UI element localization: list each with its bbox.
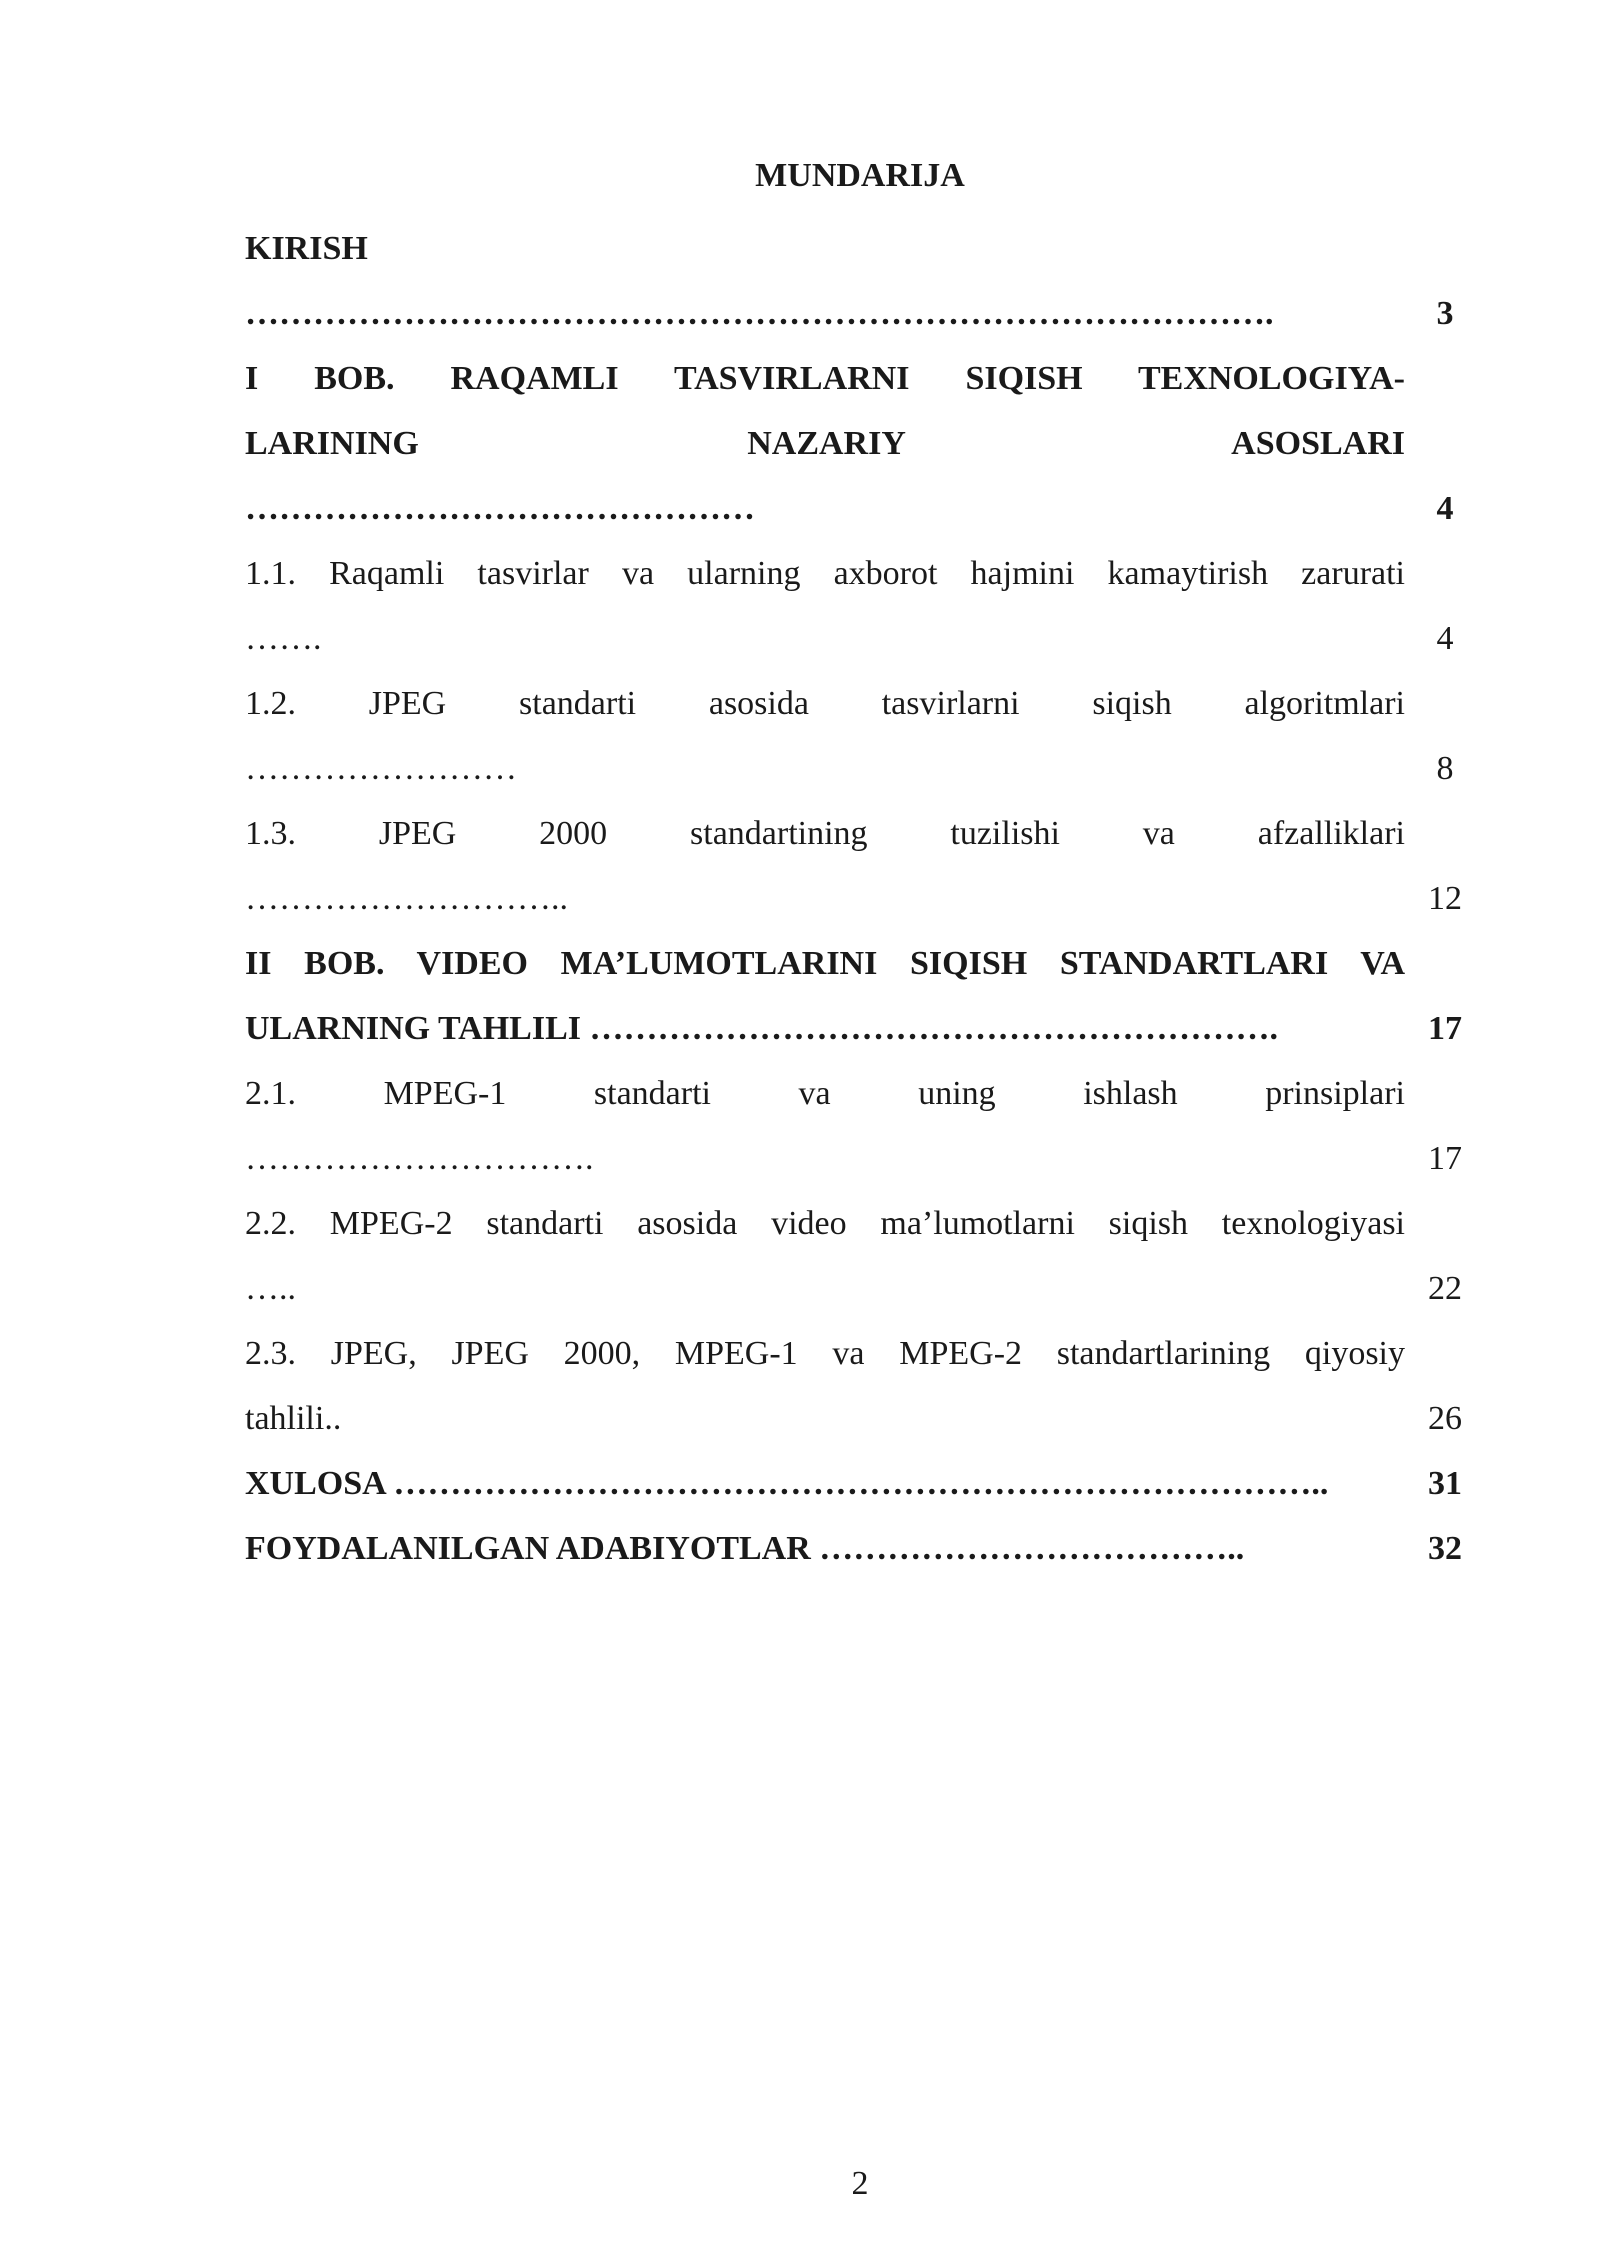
toc-entry-page: 31: [1428, 1465, 1462, 1502]
toc-entry-page: 22: [1428, 1270, 1462, 1307]
toc-entry-page: 12: [1428, 880, 1462, 917]
toc-entry-page: 4: [1436, 620, 1454, 657]
toc-entry-page: 4: [1436, 490, 1454, 527]
toc-entry-page: 32: [1428, 1530, 1462, 1567]
toc-entry-line: 2.3. JPEG, JPEG 2000, MPEG-1 va MPEG-2 standartlarining qiyosiy: [245, 1335, 1405, 1372]
toc-entry-page: 17: [1428, 1010, 1462, 1047]
toc-entry-xulosa[interactable]: [245, 1451, 1485, 1516]
toc-entry-leader: ………………………………………: [245, 490, 755, 527]
toc-entry-text: [245, 1321, 1405, 1451]
toc-entry-page: 8: [1436, 750, 1454, 787]
toc-entry-kirish[interactable]: [245, 216, 1485, 346]
toc-entry-line: XULOSA ………………………………………………………………………..: [245, 1465, 1329, 1502]
toc-entry-line: tahlili..: [245, 1400, 342, 1437]
toc-entry-leader: ……………………: [245, 750, 517, 787]
toc-entry-bibliography[interactable]: [245, 1516, 1485, 1581]
table-of-contents: [245, 216, 1485, 1581]
toc-entry-line: II BOB. VIDEO MA’LUMOTLARINI SIQISH STANDARTLARI VA: [245, 945, 1405, 982]
toc-entry-text: [245, 541, 1405, 671]
toc-entry-text: [245, 801, 1405, 931]
toc-entry-leader: ……………………………………………………………………………….: [245, 295, 1274, 332]
toc-entry-line: 1.3. JPEG 2000 standartining tuzilishi va afzalliklari: [245, 815, 1405, 852]
toc-entry-line: ULARNING TAHLILI …………………………………………………….: [245, 1010, 1278, 1047]
toc-entry-text: [245, 931, 1405, 1061]
toc-entry-text: [245, 1061, 1405, 1191]
toc-entry-line: 1.1. Raqamli tasvirlar va ularning axborot hajmini kamaytirish zarurati: [245, 555, 1405, 592]
toc-entry-2-1[interactable]: [245, 1061, 1485, 1191]
toc-entry-line: 2.1. MPEG-1 standarti va uning ishlash prinsiplari: [245, 1075, 1405, 1112]
toc-entry-chapter-2[interactable]: [245, 931, 1485, 1061]
toc-entry-line: LARINING NAZARIY ASOSLARI: [245, 425, 1405, 462]
toc-entry-chapter-1[interactable]: [245, 346, 1485, 541]
toc-entry-text: [245, 216, 1405, 346]
toc-entry-text: [245, 1516, 1405, 1581]
page-title: MUNDARIJA: [755, 157, 965, 194]
toc-entry-leader: ………………………….: [245, 1140, 594, 1177]
toc-entry-line: 1.2. JPEG standarti asosida tasvirlarni siqish algoritmlari: [245, 685, 1405, 722]
toc-entry-leader: …….: [245, 620, 322, 657]
toc-entry-leader: ………………………..: [245, 880, 568, 917]
toc-entry-leader: …..: [245, 1270, 296, 1307]
toc-entry-line: KIRISH: [245, 230, 368, 267]
toc-entry-line: 2.2. MPEG-2 standarti asosida video ma’lumotlarni siqish texnologiyasi: [245, 1205, 1405, 1242]
toc-entry-2-3[interactable]: [245, 1321, 1485, 1451]
toc-entry-text: [245, 346, 1405, 541]
toc-entry-1-3[interactable]: [245, 801, 1485, 931]
toc-entry-line: FOYDALANILGAN ADABIYOTLAR ………………………………..: [245, 1530, 1245, 1567]
toc-entry-1-2[interactable]: [245, 671, 1485, 801]
footer-page-number: 2: [851, 2165, 869, 2202]
toc-entry-page: 3: [1436, 295, 1454, 332]
toc-entry-text: [245, 1191, 1405, 1321]
toc-entry-page: 26: [1428, 1400, 1462, 1437]
toc-entry-2-2[interactable]: [245, 1191, 1485, 1321]
toc-entry-page: 17: [1428, 1140, 1462, 1177]
toc-entry-1-1[interactable]: [245, 541, 1485, 671]
toc-entry-text: [245, 671, 1405, 801]
toc-entry-line: I BOB. RAQAMLI TASVIRLARNI SIQISH TEXNOLOGIYA-: [245, 360, 1405, 397]
toc-entry-text: [245, 1451, 1405, 1516]
